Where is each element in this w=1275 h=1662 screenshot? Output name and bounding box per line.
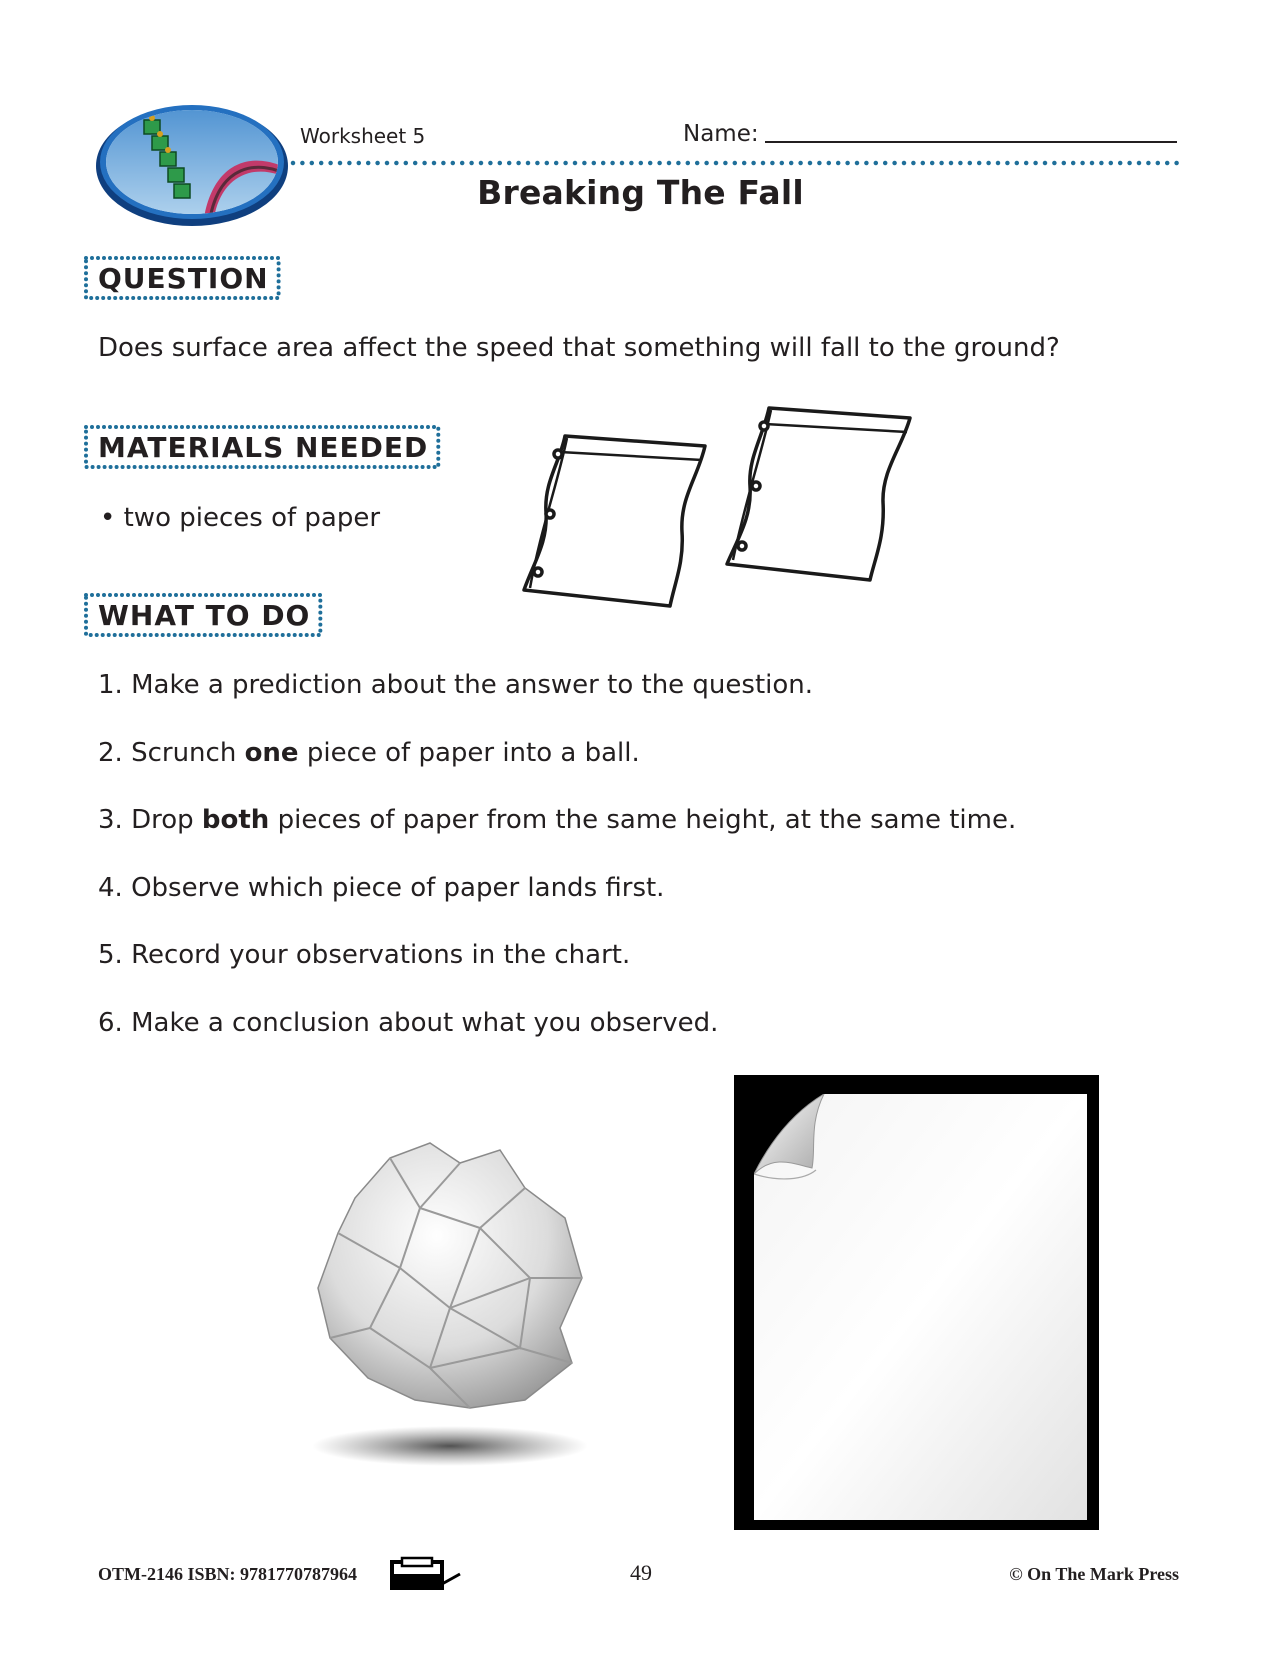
materials-heading-text: MATERIALS NEEDED	[98, 431, 429, 464]
question-heading	[86, 258, 279, 298]
step-item	[98, 940, 1016, 1008]
bullet: •	[100, 503, 124, 533]
step-item	[98, 805, 1016, 873]
step-text: Observe which piece of paper lands first.	[131, 872, 665, 903]
step-number: 1.	[98, 670, 123, 700]
step-item	[98, 738, 1016, 806]
printer-icon	[390, 1556, 462, 1592]
step-text-after: piece of paper into a ball.	[298, 737, 640, 768]
step-number: 2.	[98, 737, 123, 768]
flat-paper-sheet-photo	[754, 1094, 1087, 1520]
copyright-notice: © On The Mark Press	[1009, 1564, 1179, 1584]
worksheet-label: Worksheet 5	[300, 124, 426, 148]
step-text: Drop	[131, 805, 202, 835]
step-item	[98, 873, 1016, 941]
step-number: 3.	[98, 805, 123, 835]
step-text-after: pieces of paper from the same height, at the same time.	[269, 805, 1017, 835]
step-text: Scrunch	[131, 737, 245, 768]
material-list-item	[100, 503, 380, 533]
crumpled-paper-ball-photo	[310, 1138, 596, 1474]
page-title: Breaking The Fall	[477, 173, 804, 212]
step-text: Make a conclusion about what you observed.	[131, 1007, 719, 1038]
step-text: Make a prediction about the answer to the question.	[131, 670, 814, 700]
footer-product-code: OTM-2146 ISBN: 9781770787964	[98, 1564, 358, 1584]
question-heading-text: QUESTION	[98, 262, 269, 295]
what-to-do-heading	[86, 595, 320, 635]
what-to-do-heading-text: WHAT TO DO	[98, 599, 311, 632]
step-number: 5.	[98, 940, 123, 970]
step-number: 6.	[98, 1007, 123, 1038]
step-item	[98, 1008, 1016, 1076]
question-text: Does surface area affect the speed that something will fall to the ground?	[98, 333, 1060, 363]
step-text: Record your observations in the chart.	[131, 940, 631, 970]
materials-heading	[86, 427, 438, 467]
name-label: Name:	[683, 121, 759, 147]
step-number: 4.	[98, 872, 123, 903]
step-emphasis: one	[244, 737, 299, 768]
step-emphasis: both	[201, 805, 270, 835]
two-papers-illustration	[520, 402, 930, 614]
steps-list	[98, 670, 1016, 1075]
page-number: 49	[630, 1560, 652, 1585]
name-field-line[interactable]	[765, 141, 1177, 143]
material-item-text: two pieces of paper	[123, 503, 381, 533]
header-dotted-divider	[290, 160, 1182, 166]
step-item	[98, 670, 1016, 738]
